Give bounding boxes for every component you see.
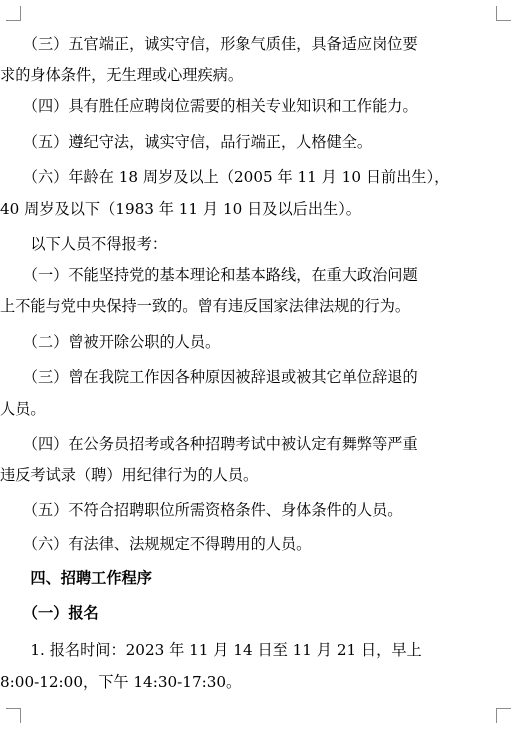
body-line: （五）遵纪守法，诚实守信，品行端正，人格健全。: [0, 133, 373, 151]
body-line: 上不能与党中央保持一致的。曾有违反国家法律法规的行为。: [0, 297, 411, 315]
crop-mark-bottom-left: [6, 708, 21, 723]
body-line: （三）曾在我院工作因各种原因被辞退或被其它单位辞退的: [0, 368, 418, 386]
body-line: （六）年龄在 18 周岁及以上（2005 年 11 月 10 日前出生），: [0, 168, 450, 186]
body-line: （二）曾被开除公职的人员。: [0, 333, 221, 351]
crop-mark-top-right: [496, 6, 511, 21]
body-line: （四）具有胜任应聘岗位需要的相关专业知识和工作能力。: [0, 97, 418, 115]
body-line: （三）五官端正，诚实守信，形象气质佳，具备适应岗位要: [0, 35, 418, 53]
body-line: 违反考试录（聘）用纪律行为的人员。: [0, 466, 259, 484]
body-line: 8:00-12:00，下午 14:30-17:30。: [0, 673, 242, 691]
body-line: 40 周岁及以下（1983 年 11 月 10 日及以后出生）。: [0, 200, 361, 218]
body-line: （六）有法律、法规规定不得聘用的人员。: [0, 535, 312, 553]
body-line: （一）不能坚持党的基本理论和基本路线，在重大政治问题: [0, 266, 418, 284]
body-line: 1. 报名时间：2023 年 11 月 14 日至 11 月 21 日，早上: [0, 641, 422, 659]
crop-mark-bottom-right: [496, 708, 511, 723]
body-line: 求的身体条件，无生理或心理疾病。: [0, 66, 243, 84]
body-line: 人员。: [0, 400, 46, 418]
body-line: 以下人员不得报考：: [0, 235, 168, 253]
section-heading: 四、招聘工作程序: [0, 569, 152, 587]
body-line: （四）在公务员招考或各种招聘考试中被认定有舞弊等严重: [0, 435, 418, 453]
crop-mark-top-left: [6, 6, 21, 21]
subsection-heading: （一）报名: [0, 604, 99, 622]
body-line: （五）不符合招聘职位所需资格条件、身体条件的人员。: [0, 501, 403, 519]
